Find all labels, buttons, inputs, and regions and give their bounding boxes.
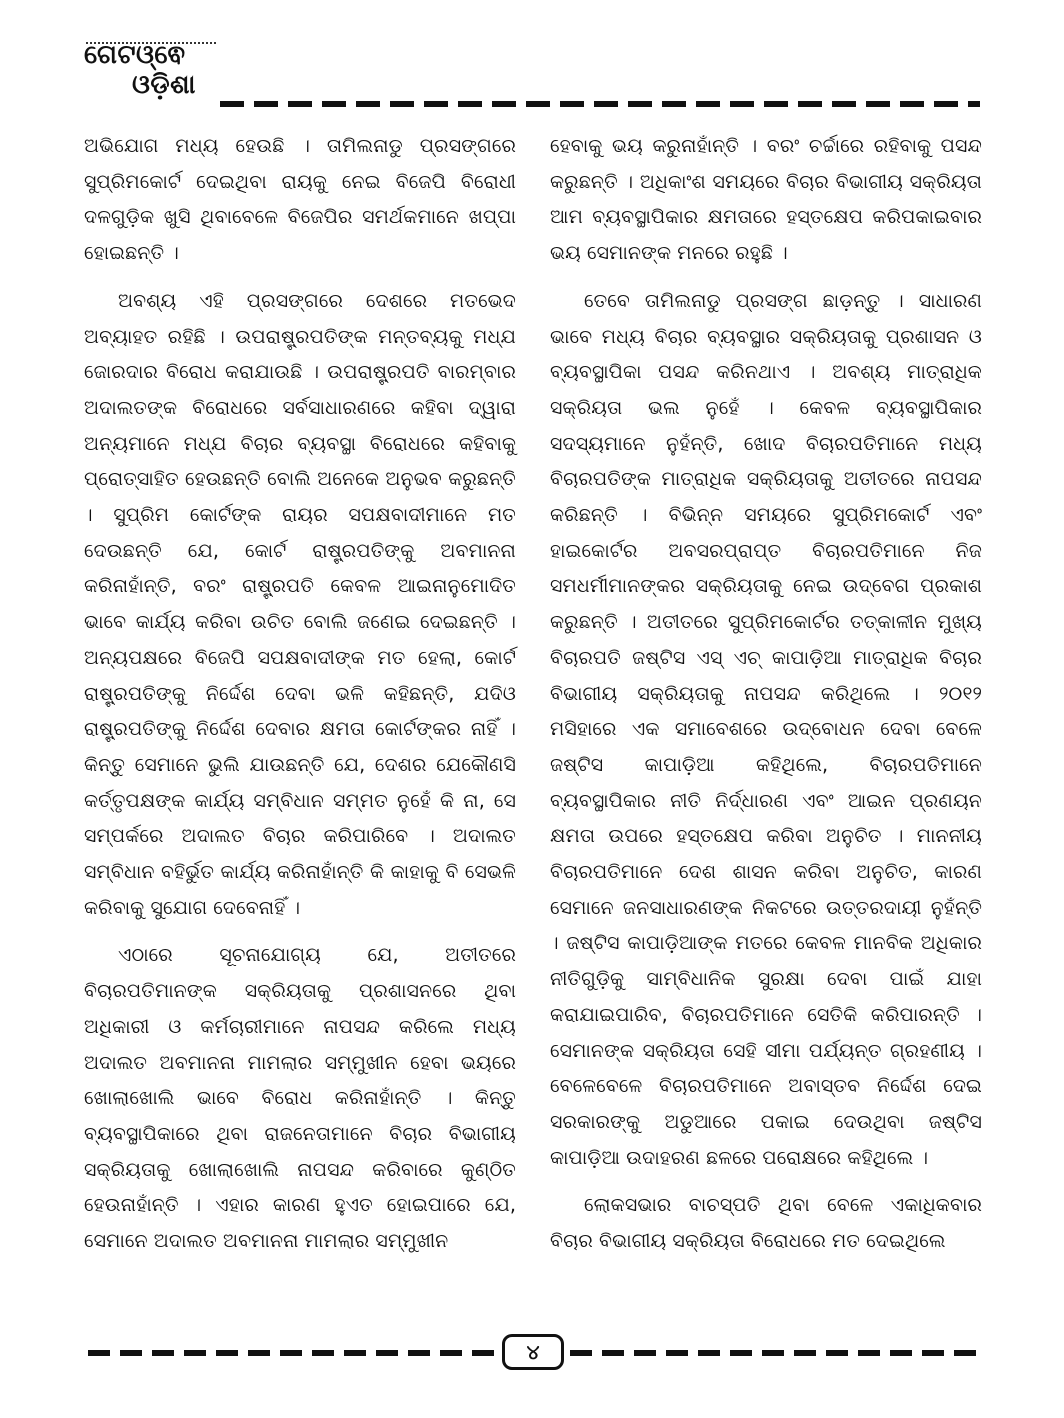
- left-column: [84, 128, 516, 1271]
- footer-dashed-rule-right: [570, 1350, 978, 1356]
- left-paragraph-1: ଅଭିଯୋଗ ମଧ୍ୟ ହେଉଛି । ତାମିଲନାଡୁ ପ୍ରସଙ୍ଗରେ ସୁପ୍ରିମକୋର୍ଟ ଦେଇଥିବା ରାୟକୁ ନେଇ ବିଜେପି ବିରୋଧୀ ଦଳଗୁଡ଼ିକ ଖୁସି ଥିବାବେଳେ ବିଜେପିର ସମର୍ଥକମାନେ ଖପ୍ପା ହୋଇଛନ୍ତି ।: [84, 134, 516, 265]
- left-paragraph-3: ଏଠାରେ ସୂଚନାଯୋଗ୍ୟ ଯେ, ଅତୀତରେ ବିଚାରପତିମାନଙ୍କ ସକ୍ରିୟତାକୁ ପ୍ରଶାସନରେ ଥିବା ଅଧିକାରୀ ଓ କର୍ମଚାରୀମାନେ ନାପସନ୍ଦ କରିଲେ ମଧ୍ୟ ଅଦାଲତ ଅବମାନନା ମାମଲାର ସମ୍ମୁଖୀନ ହେବା ଭୟରେ ଖୋଲାଖୋଲି ଭାବେ ବିରୋଧ କରିନାହାଁନ୍ତି । କିନ୍ତୁ ବ୍ୟବସ୍ଥାପିକାରେ ଥିବା ରାଜନେତାମାନେ ବିଚାର ବିଭାଗୀୟ ସକ୍ରିୟତାକୁ ଖୋଲାଖୋଲି ନାପସନ୍ଦ କରିବାରେ କୁଣ୍ଠିତ ହେଉନାହାଁନ୍ତି । ଏହାର କାରଣ ହୁଏତ ହୋଇପାରେ ଯେ, ସେମାନେ ଅଦାଲତ ଅବମାନନା ମାମଲାର ସମ୍ମୁଖୀନ: [84, 943, 516, 1253]
- logo-decoration: [86, 42, 216, 46]
- masthead-logo: [84, 40, 234, 116]
- right-paragraph-1: ହେବାକୁ ଭୟ କରୁନାହାଁନ୍ତି । ବରଂ ଚର୍ଚ୍ଚାରେ ରହିବାକୁ ପସନ୍ଦ କରୁଛନ୍ତି । ଅଧିକାଂଶ ସମୟରେ ବିଚାର ବିଭାଗୀୟ ସକ୍ରିୟତା ଆମ ବ୍ୟବସ୍ଥାପିକାର କ୍ଷମତାରେ ହସ୍ତକ୍ଷେପ କରିପକାଇବାର ଭୟ ସେମାନଙ୍କ ମନରେ ରହୁଛି ।: [550, 134, 982, 265]
- right-paragraph-3: ଲୋକସଭାର ବାଚସ୍ପତି ଥିବା ବେଳେ ଏକାଧିକବାର ବିଚାର ବିଭାଗୀୟ ସକ୍ରିୟତା ବିରୋଧରେ ମତ ଦେଇଥିଲେ: [550, 1193, 982, 1253]
- page-footer: [88, 1328, 978, 1368]
- left-paragraph-2: ଅବଶ୍ୟ ଏହି ପ୍ରସଙ୍ଗରେ ଦେଶରେ ମତଭେଦ ଅବ୍ୟାହତ ରହିଛି । ଉପରାଷ୍ଟ୍ରପତିଙ୍କ ମନ୍ତବ୍ୟକୁ ମଧ୍ଯ ଜୋରଦାର ବିରୋଧ କରାଯାଉଛି । ଉପରାଷ୍ଟ୍ରପତି ବାରମ୍ବାର ଅଦାଲତଙ୍କ ବିରୋଧରେ ସର୍ବସାଧାରଣରେ କହିବା ଦ୍ୱାରା ଅନ୍ୟମାନେ ମଧ୍ଯ ବିଚାର ବ୍ୟବସ୍ଥା ବିରୋଧରେ କହିବାକୁ ପ୍ରୋତ୍ସାହିତ ହେଉଛନ୍ତି ବୋଲି ଅନେକେ ଅନୁଭବ କରୁଛନ୍ତି । ସୁପ୍ରିମ କୋର୍ଟଙ୍କ ରାୟର ସପକ୍ଷବାଦୀମାନେ ମତ ଦେଉଛନ୍ତି ଯେ, କୋର୍ଟ ରାଷ୍ଟ୍ରପତିଙ୍କୁ ଅବମାନନା କରିନାହାଁନ୍ତି, ବରଂ ରାଷ୍ଟ୍ରପତି କେବଳ ଆଇନାନୁମୋଦିତ ଭାବେ କାର୍ଯ୍ୟ କରିବା ଉଚିତ ବୋଲି ଜଣେଇ ଦେଇଛନ୍ତି । ଅନ୍ୟପକ୍ଷରେ ବିଜେପି ସପକ୍ଷବାଦୀଙ୍କ ମତ ହେଲା, କୋର୍ଟ ରାଷ୍ଟ୍ରପତିଙ୍କୁ ନିର୍ଦ୍ଦେଶ ଦେବା ଭଳି କହିଛନ୍ତି, ଯଦିଓ ରାଷ୍ଟ୍ରପତିଙ୍କୁ ନିର୍ଦ୍ଦେଶ ଦେବାର କ୍ଷମତା କୋର୍ଟଙ୍କର ନାହିଁ । କିନ୍ତୁ ସେମାନେ ଭୁଲି ଯାଉଛନ୍ତି ଯେ, ଦେଶର ଯେକୌଣସି କର୍ତ୍ତୃପକ୍ଷଙ୍କ କାର୍ଯ୍ୟ ସମ୍ବିଧାନ ସମ୍ମତ ନୁହେଁ କି ନା, ସେ ସମ୍ପର୍କରେ ଅଦାଲତ ବିଚାର କରିପାରିବେ । ଅଦାଲତ ସମ୍ବିଧାନ ବହିର୍ଭୁତ କାର୍ଯ୍ୟ କରିନାହାଁନ୍ତି କି କାହାକୁ ବି ସେଭଳି କରିବାକୁ ସୁଯୋଗ ଦେବେନାହିଁ ।: [84, 288, 516, 919]
- masthead-line-1: ଗେଟଓ୍ଵେ: [84, 40, 186, 70]
- right-paragraph-2: ତେବେ ତାମିଲନାଡୁ ପ୍ରସଙ୍ଗ ଛାଡ଼ନ୍ତୁ । ସାଧାରଣ ଭାବେ ମଧ୍ୟ ବିଚାର ବ୍ୟବସ୍ଥାର ସକ୍ରିୟତାକୁ ପ୍ରଶାସନ ଓ ବ୍ୟବସ୍ଥାପିକା ପସନ୍ଦ କରିନଥାଏ । ଅବଶ୍ୟ ମାତ୍ରାଧିକ ସକ୍ରିୟତା ଭଲ ନୁହେଁ । କେବଳ ବ୍ୟବସ୍ଥାପିକାର ସଦସ୍ୟମାନେ ନୁହଁନ୍ତି, ଖୋଦ ବିଚାରପତିମାନେ ମଧ୍ୟ ବିଚାରପତିଙ୍କ ମାତ୍ରାଧିକ ସକ୍ରିୟତାକୁ ଅତୀତରେ ନାପସନ୍ଦ କରିଛନ୍ତି । ବିଭିନ୍ନ ସମୟରେ ସୁପ୍ରିମକୋର୍ଟ ଏବଂ ହାଇକୋର୍ଟର ଅବସରପ୍ରାପ୍ତ ବିଚାରପତିମାନେ ନିଜ ସମଧର୍ମୀମାନଙ୍କର ସକ୍ରିୟତାକୁ ନେଇ ଉଦ୍‌ବେଗ ପ୍ରକାଶ କରୁଛନ୍ତି । ଅତୀତରେ ସୁପ୍ରିମକୋର୍ଟର ତତ୍କାଳୀନ ମୁଖ୍ୟ ବିଚାରପତି ଜଷ୍ଟିସ ଏସ୍ ଏଚ୍ କାପାଡ଼ିଆ ମାତ୍ରାଧିକ ବିଚାର ବିଭାଗୀୟ ସକ୍ରିୟତାକୁ ନାପସନ୍ଦ କରିଥିଲେ । ୨୦୧୨ ମସିହାରେ ଏକ ସମାବେଶରେ ଉଦ୍‌ବୋଧନ ଦେବା ବେଳେ ଜଷ୍ଟିସ କାପାଡ଼ିଆ କହିଥିଲେ, ବିଚାରପତିମାନେ ବ୍ୟବସ୍ଥାପିକାର ନୀତି ନିର୍ଦ୍ଧାରଣ ଏବଂ ଆଇନ ପ୍ରଣୟନ କ୍ଷମତା ଉପରେ ହସ୍ତକ୍ଷେପ କରିବା ଅନୁଚିତ । ମାନନୀୟ ବିଚାରପତିମାନେ ଦେଶ ଶାସନ କରିବା ଅନୁଚିତ, କାରଣ ସେମାନେ ଜନସାଧାରଣଙ୍କ ନିକଟରେ ଉତ୍ତରଦାୟୀ ନୁହଁନ୍ତି । ଜଷ୍ଟିସ କାପାଡ଼ିଆଙ୍କ ମତରେ କେବଳ ମାନବିକ ଅଧିକାର ନୀତିଗୁଡ଼ିକୁ ସାମ୍ବିଧାନିକ ସୁରକ୍ଷା ଦେବା ପାଇଁ ଯାହା କରାଯାଇପାରିବ, ବିଚାରପତିମାନେ ସେତିକି କରିପାରନ୍ତି । ସେମାନଙ୍କ ସକ୍ରିୟତା ସେହି ସୀମା ପର୍ଯ୍ୟନ୍ତ ଗ୍ରହଣୀୟ । ବେଳେବେଳେ ବିଚାରପତିମାନେ ଅବାସ୍ତବ ନିର୍ଦ୍ଦେଶ ଦେଇ ସରକାରଙ୍କୁ ଅଡୁଆରେ ପକାଇ ଦେଉଥିବା ଜଷ୍ଟିସ କାପାଡ଼ିଆ ଉଦାହରଣ ଛଳରେ ପରୋକ୍ଷରେ କହିଥିଲେ ।: [550, 288, 982, 1169]
- page-number: ୪: [502, 1334, 564, 1370]
- masthead-line-2: ଓଡ଼ିଶା: [132, 70, 196, 100]
- footer-dashed-rule-left: [88, 1350, 496, 1356]
- right-column: [550, 128, 982, 1271]
- header-dashed-rule: [220, 101, 980, 107]
